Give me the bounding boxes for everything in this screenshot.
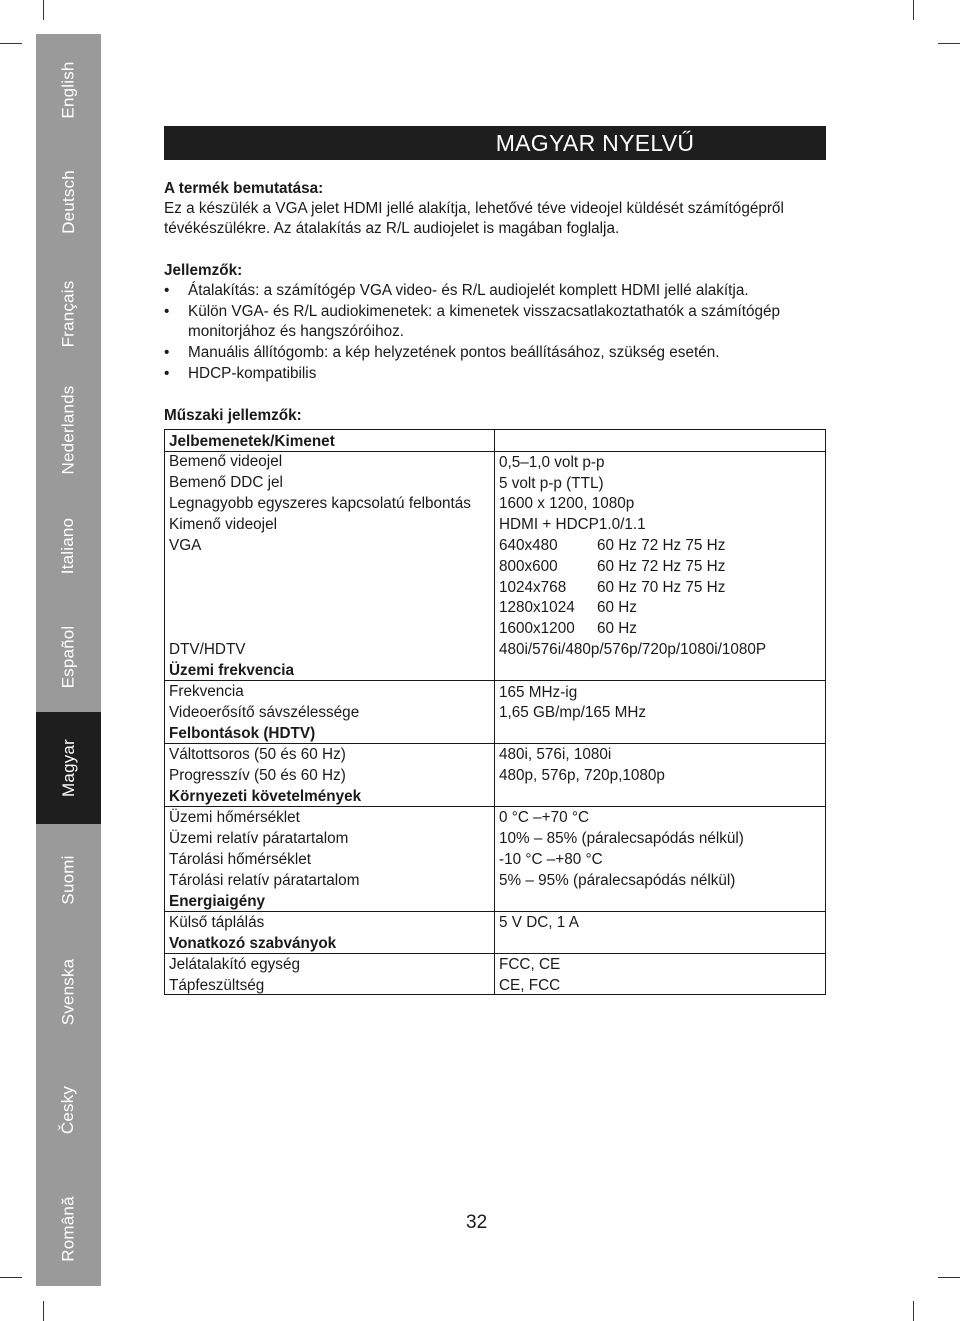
- section-header: Energiaigény: [169, 893, 266, 910]
- table-row-value: FCC, CE: [499, 956, 561, 973]
- row-divider: [165, 953, 825, 954]
- bullet-icon: •: [164, 303, 170, 320]
- vga-refresh-rates: 60 Hz 72 Hz 75 Hz: [597, 537, 726, 554]
- crop-mark: [913, 1301, 914, 1321]
- table-row-label: Üzemi relatív páratartalom: [169, 830, 349, 847]
- crop-mark: [43, 0, 44, 20]
- table-row-value: 1,65 GB/mp/165 MHz: [499, 704, 647, 721]
- crop-mark: [913, 0, 914, 20]
- intro-line: tévékészülékre. Az átalakítás az R/L audiojelet is magában foglalja.: [164, 220, 620, 237]
- lang-tab-italiano[interactable]: Italiano: [58, 517, 78, 575]
- vga-refresh-rates: 60 Hz 70 Hz 75 Hz: [597, 579, 726, 596]
- table-row-value: 5% – 95% (páralecsapódás nélkül): [499, 872, 736, 889]
- table-row-label: Tápfeszültség: [169, 977, 265, 994]
- bullet-icon: •: [164, 365, 170, 382]
- crop-mark: [0, 43, 22, 44]
- table-row-label: Videoerősítő sávszélessége: [169, 704, 360, 721]
- table-row-label: Üzemi hőmérséklet: [169, 809, 300, 826]
- section-header: Jelbemenetek/Kimenet: [169, 433, 335, 450]
- crop-mark: [0, 1277, 22, 1278]
- table-row-value: 0 °C –+70 °C: [499, 809, 590, 826]
- crop-mark: [938, 43, 960, 44]
- vga-resolution: 640x480: [499, 537, 558, 554]
- table-row-value: -10 °C –+80 °C: [499, 851, 603, 868]
- lang-tab-nederlands[interactable]: Nederlands: [58, 385, 78, 475]
- vga-resolution: 800x600: [499, 558, 558, 575]
- table-row-label: DTV/HDTV: [169, 641, 246, 658]
- spec-table: [164, 429, 826, 995]
- crop-mark: [938, 1277, 960, 1278]
- page-number: 32: [466, 1212, 488, 1233]
- table-row-label: VGA: [169, 537, 202, 554]
- vga-refresh-rates: 60 Hz 72 Hz 75 Hz: [597, 558, 726, 575]
- table-row-label: Frekvencia: [169, 683, 244, 700]
- table-row-label: Kimenő videojel: [169, 516, 277, 533]
- language-sidebar: [36, 34, 101, 1286]
- table-row-value: 5 volt p-p (TTL): [499, 475, 604, 492]
- lang-tab-cesky[interactable]: Česky: [58, 1085, 78, 1135]
- table-row-label: Tárolási relatív páratartalom: [169, 872, 360, 889]
- lang-tab-espanol[interactable]: Español: [58, 625, 78, 689]
- table-row-label: Külső táplálás: [169, 914, 265, 931]
- table-divider: [494, 430, 495, 994]
- vga-resolution: 1024x768: [499, 579, 567, 596]
- table-row-label: Tárolási hőmérséklet: [169, 851, 311, 868]
- section-header: Üzemi frekvencia: [169, 662, 294, 679]
- table-row-value: 5 V DC, 1 A: [499, 914, 579, 931]
- lang-tab-deutsch[interactable]: Deutsch: [58, 170, 78, 234]
- section-header: Vonatkozó szabványok: [169, 935, 337, 952]
- vga-refresh-rates: 60 Hz: [597, 620, 637, 637]
- row-divider: [165, 743, 825, 744]
- intro-heading: A termék bemutatása:: [164, 180, 324, 197]
- table-row-value: 480i/576i/480p/576p/720p/1080i/1080P: [499, 641, 767, 658]
- table-row-label: Bemenő DDC jel: [169, 474, 283, 491]
- lang-tab-svenska[interactable]: Svenska: [58, 958, 78, 1026]
- crop-mark: [43, 1301, 44, 1321]
- table-row-value: CE, FCC: [499, 977, 561, 994]
- table-row-label: Jelátalakító egység: [169, 956, 300, 973]
- table-row-value: 0,5–1,0 volt p-p: [499, 454, 605, 471]
- bullet-icon: •: [164, 344, 170, 361]
- title-bar: [164, 126, 826, 160]
- bullet-icon: •: [164, 282, 170, 299]
- lang-tab-francais[interactable]: Français: [58, 280, 78, 348]
- table-row-value: 480i, 576i, 1080i: [499, 746, 612, 763]
- lang-tab-english[interactable]: English: [58, 61, 78, 119]
- page-title: MAGYAR NYELVŰ: [495, 130, 695, 156]
- table-row-value: 480p, 576p, 720p,1080p: [499, 767, 665, 784]
- table-row-label: Váltottsoros (50 és 60 Hz): [169, 746, 346, 763]
- lang-tab-romana[interactable]: Română: [58, 1196, 78, 1262]
- row-divider: [165, 911, 825, 912]
- section-header: Környezeti követelmények: [169, 788, 362, 805]
- vga-resolution: 1280x1024: [499, 599, 575, 616]
- table-row-label: Legnagyobb egyszeres kapcsolatú felbontás: [169, 495, 471, 512]
- lang-tab-magyar[interactable]: Magyar: [36, 712, 101, 824]
- row-divider: [165, 680, 825, 681]
- table-row-value: HDMI + HDCP1.0/1.1: [499, 516, 646, 533]
- table-row-value: 10% – 85% (páralecsapódás nélkül): [499, 830, 744, 847]
- table-row-label: Progresszív (50 és 60 Hz): [169, 767, 346, 784]
- table-row-value: 165 MHz-ig: [499, 684, 578, 701]
- row-divider: [165, 806, 825, 807]
- lang-tab-suomi[interactable]: Suomi: [58, 855, 78, 905]
- features-heading: Jellemzők:: [164, 262, 243, 279]
- vga-resolution: 1600x1200: [499, 620, 575, 637]
- vga-refresh-rates: 60 Hz: [597, 599, 637, 616]
- table-row-value: 1600 x 1200, 1080p: [499, 495, 635, 512]
- table-row-label: Bemenő videojel: [169, 453, 283, 470]
- specs-heading: Műszaki jellemzők:: [164, 407, 302, 424]
- intro-line: Ez a készülék a VGA jelet HDMI jellé alakítja, lehetővé téve videojel küldését számítógépről: [164, 200, 784, 217]
- section-header: Felbontások (HDTV): [169, 725, 316, 742]
